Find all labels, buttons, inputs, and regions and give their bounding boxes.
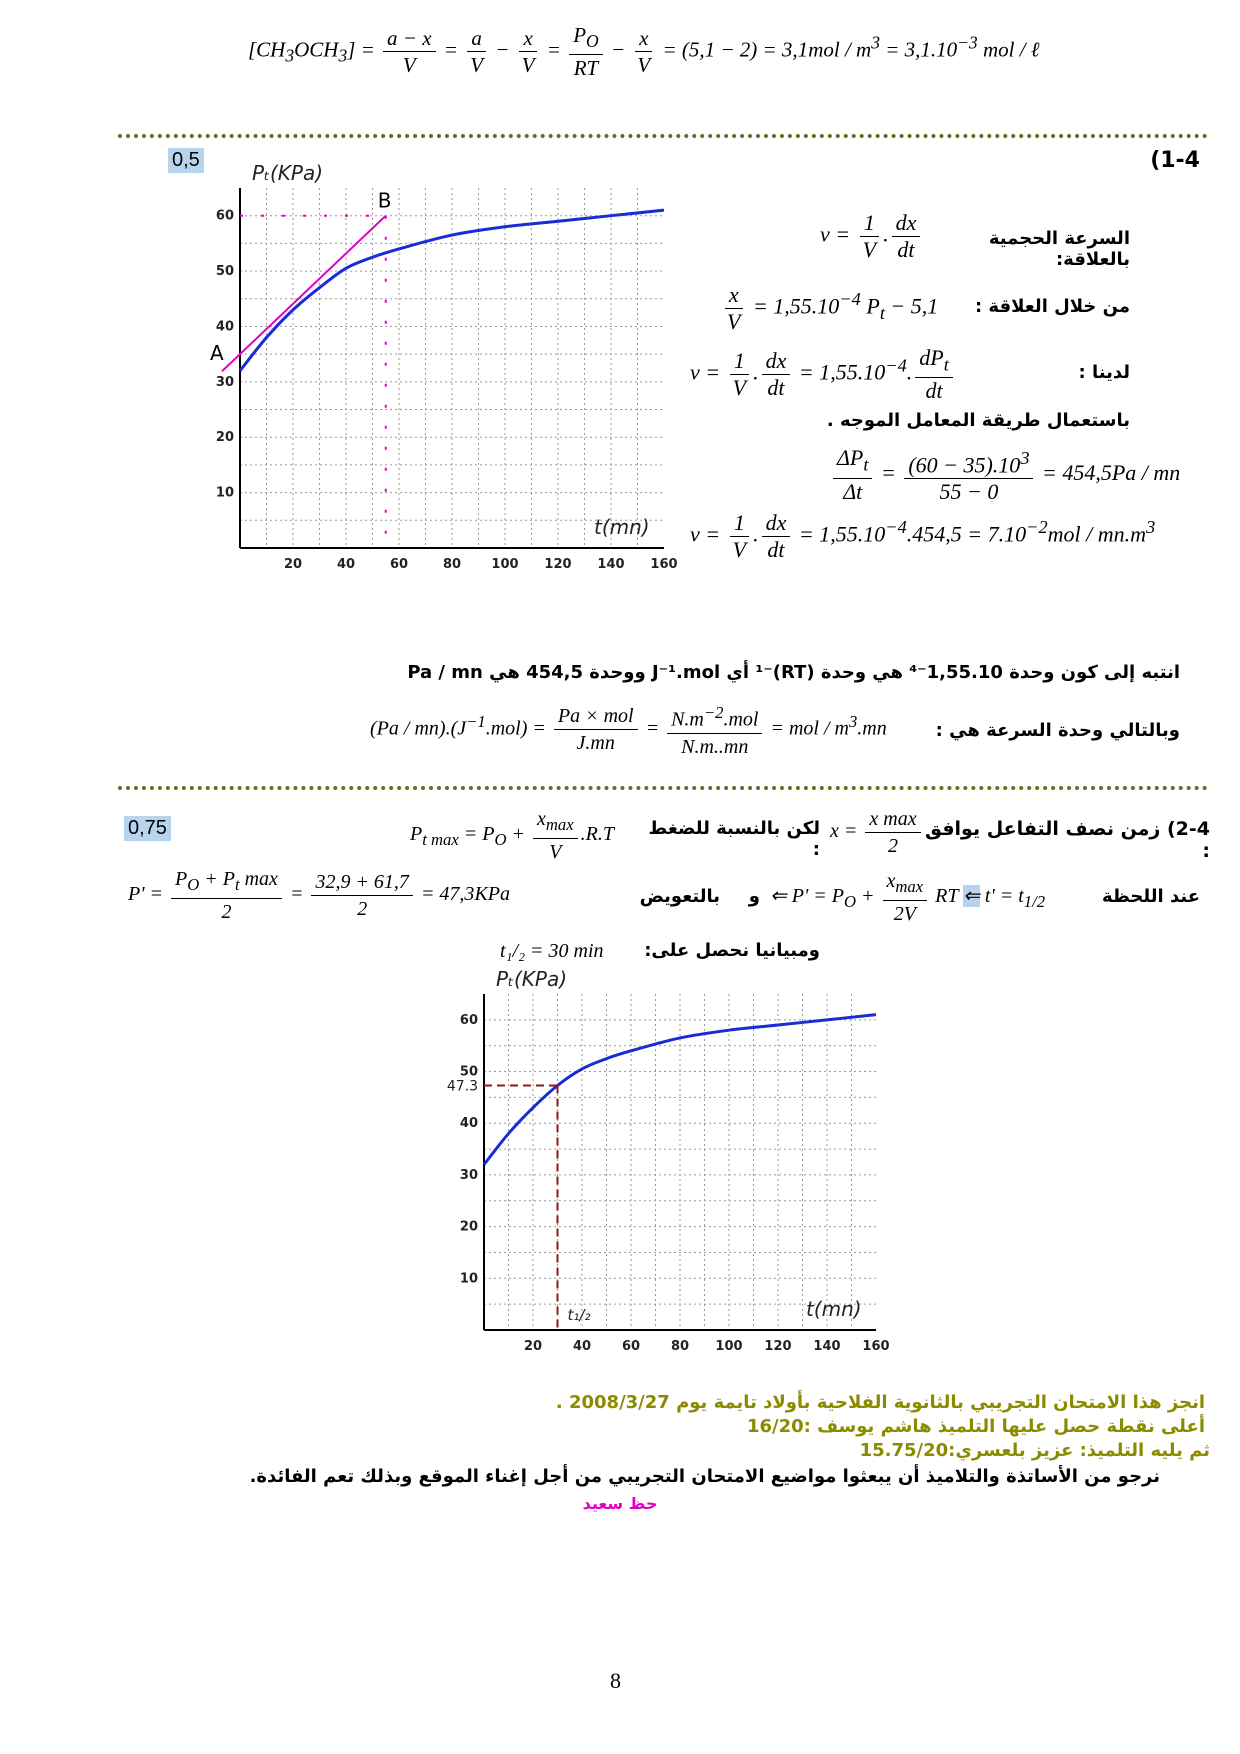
pprime-formula: P' = $\frac{P_O + P_t \max}{2}$ = $\frac{32,9 + 61,7}{2}$ = 47,3KPa — [128, 868, 510, 923]
y-tick-label: 50 — [215, 264, 234, 280]
x-tick-label: 120 — [544, 557, 572, 572]
relation-formula: $\frac{x}{V}$ = $1,55.10^{-4}$ $P_t - 5,1$ — [720, 282, 938, 335]
y-tick-label: 30 — [215, 374, 234, 390]
x-axis-title: t(mn) — [594, 515, 650, 539]
y-tick-label: 30 — [459, 1167, 478, 1183]
y-axis-title: Pₜ(KPa) — [252, 161, 323, 185]
separator-2 — [118, 786, 1208, 790]
method-label: باستعمال طريقة المعامل الموجه . — [826, 410, 1130, 431]
y-tick-label: 20 — [459, 1219, 478, 1235]
chart-1 — [168, 160, 688, 620]
half-pressure-label: 47.3 — [446, 1078, 478, 1095]
footer-line-1: انجز هذا الامتحان التجريبي بالثانوية الفلاحية بأولاد تايمة يوم 2008/3/27 . — [555, 1392, 1205, 1413]
page-number: 8 — [610, 1668, 621, 1693]
x-half-formula: x = $\frac{\text{x max}}{2}$ — [830, 806, 924, 859]
question-label-2-4: 2-4) زمن نصف التفاعل يوافق : — [924, 818, 1210, 862]
x-tick-label: 160 — [650, 557, 678, 572]
footer-line-4: نرجو من الأساتذة والتلاميذ أن يبعثوا مواضيع الامتحان التجريبي من أجل إغناء الموقع وبذلك تعم الفائدة. — [249, 1466, 1160, 1487]
footer-line-3 — [500, 1440, 1210, 1461]
we-have-formula: v = $\frac{1}{V}$ . $\frac{dx}{dt}$ = $1,55.10^{-4}$. $\frac{dP_t}{dt}$ — [690, 345, 956, 404]
top-formula: $[CH_3OCH_3]$ = $\frac{a - x}{V}$ = $\frac{a}{V}$ − $\frac{x}{V}$ = $\frac{P_O}{RT}$ − $\frac{x}{V}$ = $(5,1 - 2) = 3,1mol / m^3 = 3,1.10^{-3}$ mol / ℓ — [248, 23, 1040, 81]
x-axis-title: t(mn) — [806, 1297, 862, 1321]
we-have-label: لدينا : — [1078, 362, 1130, 383]
y-tick-label: 10 — [215, 485, 234, 501]
score-badge-2: 0,75 — [124, 816, 171, 841]
speed-definition-label: السرعة الحجمية بالعلاقة: — [988, 228, 1130, 270]
footer-line-5: حظ سعيد — [582, 1494, 658, 1513]
y-tick-label: 60 — [215, 208, 234, 224]
relation-label: من خلال العلاقة : — [974, 296, 1130, 317]
x-tick-label: 40 — [572, 1339, 592, 1354]
x-tick-label: 160 — [862, 1339, 890, 1354]
t-half-label: t₁/₂ — [567, 1306, 591, 1324]
t-half-result: t₁/₂ = 30 min — [500, 940, 604, 962]
x-tick-label: 140 — [597, 557, 625, 572]
pressure-label: لكن بالنسبة للضغط : — [648, 818, 820, 860]
moment-formula: ⇐ $P' = P_O$ + $\frac{x_{max}}{2V}$ RT ⇐ $t' = t_{1/2}$ — [770, 870, 1046, 925]
x-tick-label: 40 — [336, 557, 356, 572]
x-tick-label: 60 — [389, 557, 409, 572]
and-label: و — [748, 886, 760, 907]
point-b-label: B — [377, 188, 392, 213]
x-tick-label: 100 — [715, 1339, 743, 1354]
x-tick-label: 20 — [283, 557, 303, 572]
point-a-label: A — [210, 341, 224, 366]
slope-formula: $\frac{\Delta P_t}{\Delta t}$ = $\frac{(60 - 35).10^3}{55 - 0}$ = 454,5Pa / mn — [830, 445, 1180, 505]
y-tick-label: 20 — [215, 430, 234, 446]
y-tick-label: 10 — [459, 1271, 478, 1287]
pmax-formula: $P_{t max} = P_O$ + $\frac{x_{max}}{V}$ .R.T — [410, 808, 614, 863]
unit-note: انتبه إلى كون وحدة 1,55.10⁻⁴ هي وحدة (RT)⁻¹ أي J⁻¹.mol ووحدة 454,5 هي Pa / mn — [407, 662, 1180, 683]
footer-line-2 — [500, 1416, 1205, 1437]
score-badge-1: 0,5 — [168, 148, 204, 173]
y-tick-label: 40 — [459, 1116, 478, 1132]
x-tick-label: 20 — [523, 1339, 543, 1354]
question-label-1-4: (1-4 — [1150, 148, 1200, 173]
chart-2 — [420, 966, 900, 1386]
unit-label: وبالتالي وحدة السرعة هي : — [935, 720, 1180, 741]
x-tick-label: 140 — [813, 1339, 841, 1354]
x-tick-label: 100 — [491, 557, 519, 572]
footer-line-2-text: أعلى نقطة حصل عليها التلميذ هاشم يوسف :16/20 — [746, 1416, 1205, 1437]
speed-result: v = $\frac{1}{V}$ . $\frac{dx}{dt}$ = $1,55.10^{-4}.454,5 = 7.10^{-2}mol / mn.m^3$ — [690, 510, 1156, 562]
x-tick-label: 60 — [621, 1339, 641, 1354]
y-axis-title: Pₜ(KPa) — [496, 967, 567, 991]
y-tick-label: 40 — [215, 319, 234, 335]
y-tick-label: 50 — [459, 1064, 478, 1080]
footer-line-3-text: ثم يليه التلميذ: عزيز بلعسري:15.75/20 — [859, 1440, 1210, 1461]
graph-label: ومبيانيا نحصل على: — [644, 940, 820, 961]
speed-definition: v = $\frac{1}{V}$ . $\frac{dx}{dt}$ — [820, 210, 923, 263]
subst-label: بالتعويض — [639, 886, 720, 907]
separator-1 — [118, 134, 1208, 138]
unit-formula: $(Pa / mn).(J^{-1}.mol)$ = $\frac{\text{Pa × mol}}{J.mn}$ = $\frac{N.m^{-2}.mol}{N.m..mn}$ = mol / $m^3.mn$ — [370, 700, 887, 760]
at-moment-label: عند اللحظة — [1101, 886, 1200, 907]
y-tick-label: 60 — [459, 1012, 478, 1028]
x-tick-label: 80 — [442, 557, 462, 572]
x-tick-label: 120 — [764, 1339, 792, 1354]
x-tick-label: 80 — [670, 1339, 690, 1354]
